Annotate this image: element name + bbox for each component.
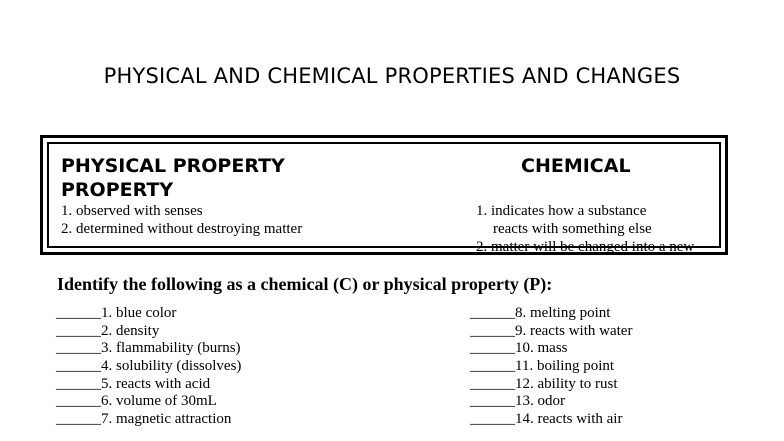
chemical-definition-2: 2. matter will be changed into a new	[476, 239, 695, 255]
list-item: ______13. odor	[470, 393, 565, 410]
list-item: ______5. reacts with acid	[56, 375, 211, 392]
list-item: ______2. density	[56, 322, 160, 339]
question-heading: Identify the following as a chemical (C) or physical property (P):	[57, 274, 553, 294]
page-title: PHYSICAL AND CHEMICAL PROPERTIES AND CHANGES	[103, 64, 681, 88]
chemical-definition-1: 1. indicates how a substance	[476, 203, 647, 219]
left-item-list	[56, 305, 241, 429]
physical-property-heading: PHYSICAL PROPERTY	[61, 155, 285, 177]
list-item: ______4. solubility (dissolves)	[56, 358, 242, 375]
list-item: ______9. reacts with water	[470, 322, 633, 339]
property-heading-continued: PROPERTY	[61, 179, 174, 201]
physical-definition-1: 1. observed with senses	[61, 203, 203, 219]
list-item: ______8. melting point	[470, 305, 611, 321]
definitions-box-inner	[47, 142, 721, 255]
list-item: ______1. blue color	[56, 305, 177, 321]
chemical-property-heading: CHEMICAL	[521, 155, 631, 177]
right-item-list	[470, 305, 632, 429]
list-item: ______11. boiling point	[470, 358, 615, 375]
list-item: ______14. reacts with air	[470, 411, 623, 428]
list-item: ______3. flammability (burns)	[56, 340, 241, 357]
list-item: ______10. mass	[470, 340, 568, 357]
list-item: ______7. magnetic attraction	[56, 411, 232, 428]
list-item: ______6. volume of 30mL	[56, 393, 217, 410]
definitions-box	[40, 135, 728, 255]
chemical-definition-1-continued: reacts with something else	[493, 221, 652, 237]
physical-definition-2: 2. determined without destroying matter	[61, 221, 303, 237]
list-item: ______12. ability to rust	[470, 375, 618, 392]
